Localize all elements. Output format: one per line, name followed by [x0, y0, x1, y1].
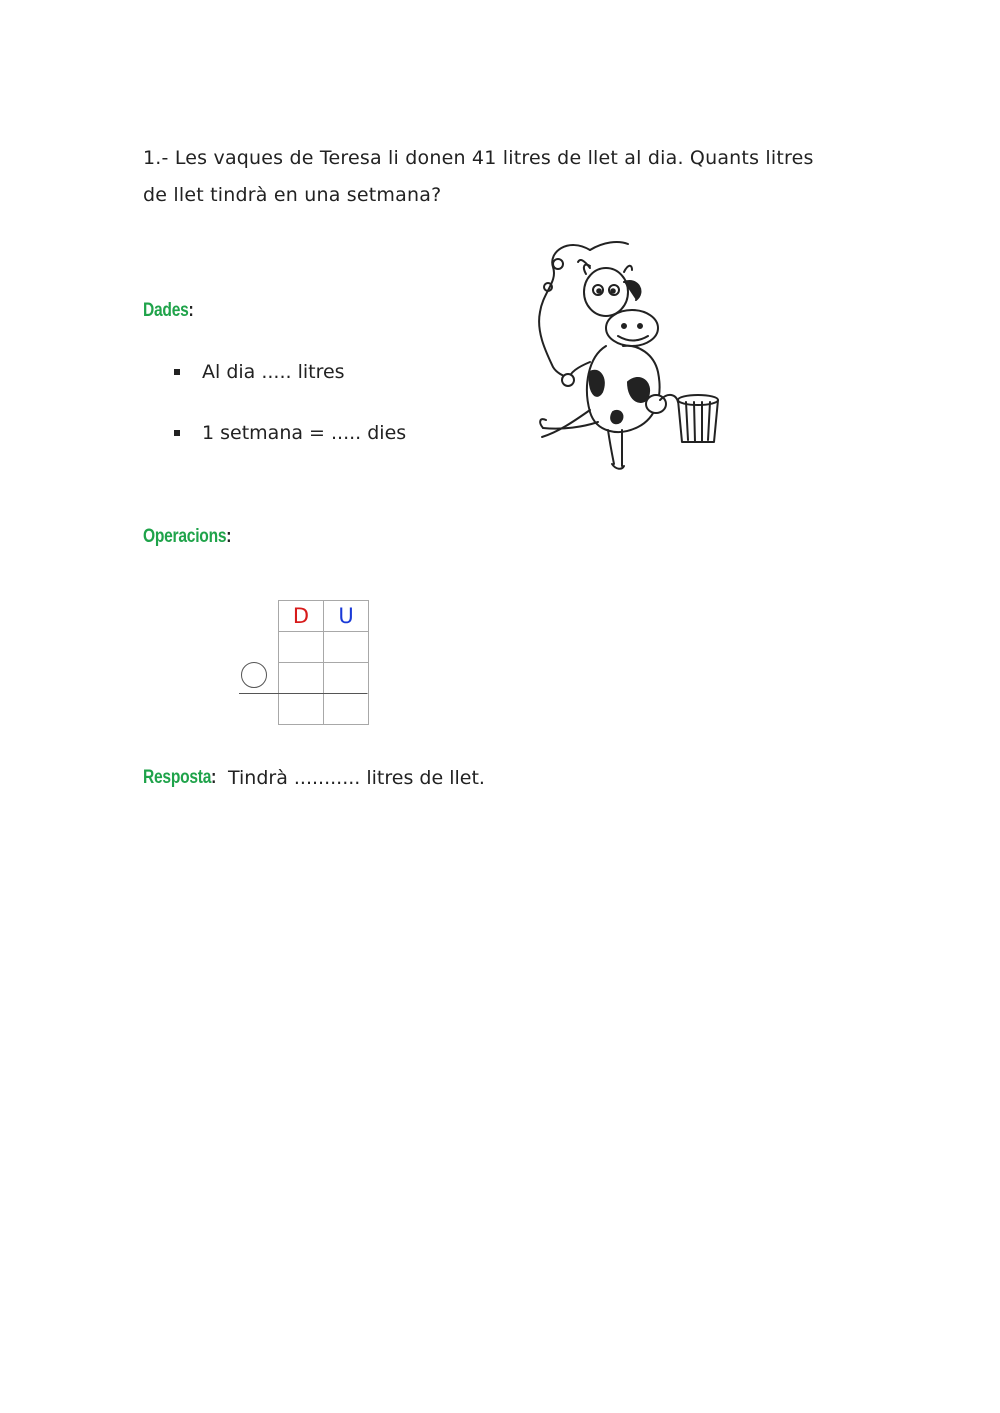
grid-cell[interactable] [279, 632, 324, 663]
grid-cell[interactable] [324, 632, 369, 663]
question-line-2: de llet tindrà en una setmana? [143, 184, 442, 206]
grid-cell[interactable] [324, 694, 369, 725]
dades-colon: : [188, 300, 194, 321]
place-value-grid [278, 600, 369, 725]
dades-item-text: 1 setmana = ..... dies [202, 422, 407, 444]
dades-label: Dades [143, 300, 189, 321]
resposta-text: Tindrà ........... litres de llet. [228, 767, 485, 789]
dades-item-2 [174, 422, 406, 444]
grid-cell[interactable] [324, 663, 369, 694]
units-column-header: U [324, 601, 369, 632]
resposta-heading [143, 767, 216, 789]
dades-item-1 [174, 361, 345, 383]
dades-heading [143, 300, 193, 322]
operacions-heading [143, 526, 231, 548]
resposta-label: Resposta [143, 767, 212, 788]
question-line-1: 1.- Les vaques de Teresa li donen 41 litres de llet al dia. Quants litres [143, 147, 814, 169]
grid-cell[interactable] [279, 663, 324, 694]
tens-column-header: D [279, 601, 324, 632]
bullet-icon [174, 430, 180, 436]
cow-with-milk-bucket-icon [528, 232, 733, 477]
bullet-icon [174, 369, 180, 375]
resposta-colon: : [211, 767, 217, 788]
grid-cell[interactable] [279, 694, 324, 725]
result-line [239, 693, 367, 694]
dades-item-text: Al dia ..... litres [202, 361, 345, 383]
question-text [143, 140, 863, 214]
operation-sign-circle[interactable] [241, 662, 267, 688]
operacions-colon: : [226, 526, 232, 547]
operacions-label: Operacions [143, 526, 227, 547]
